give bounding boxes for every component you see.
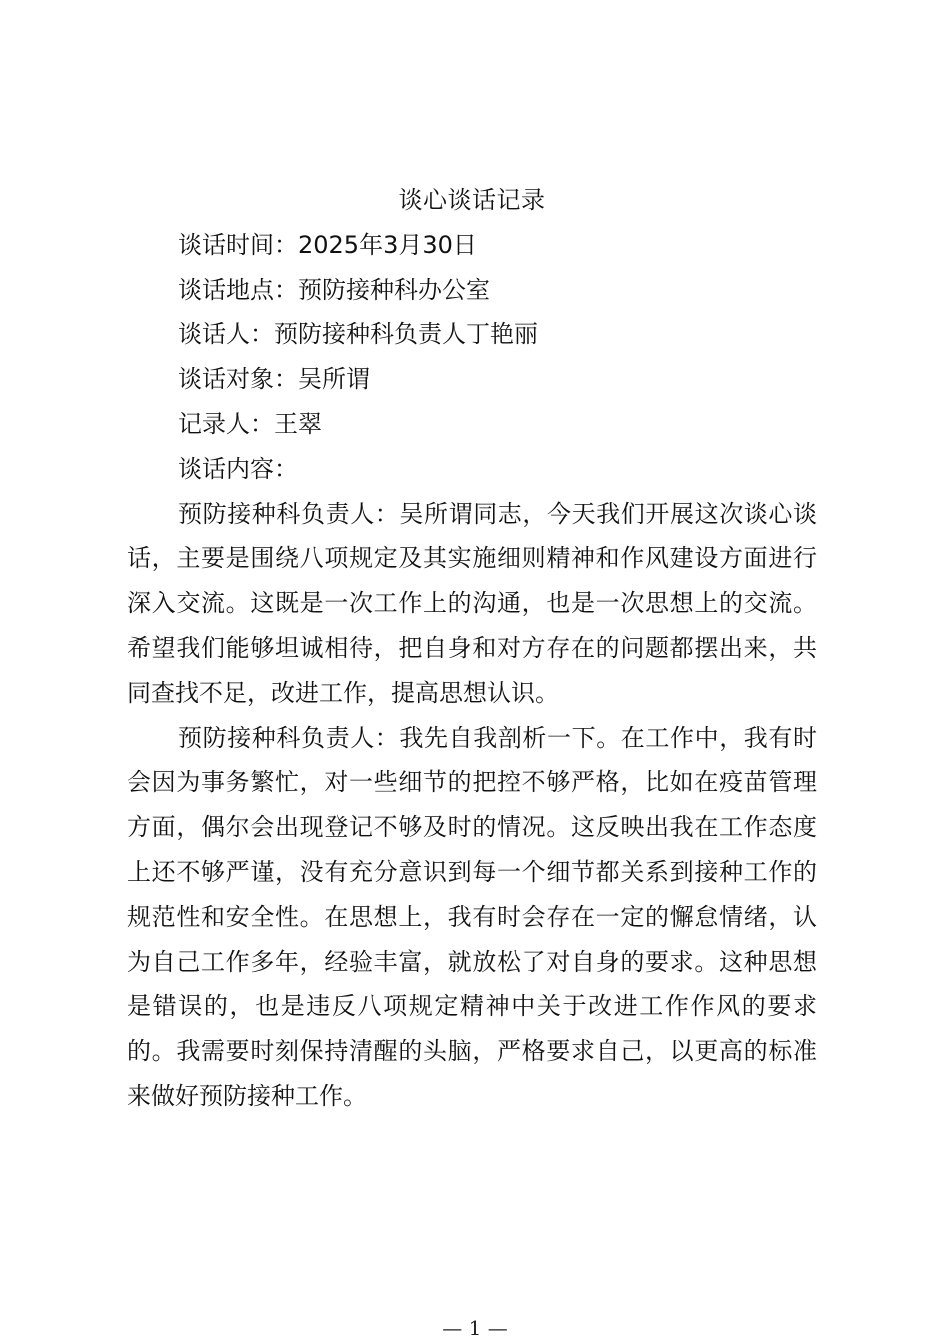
paragraph-opening: 预防接种科负责人：吴所谓同志，今天我们开展这次谈心谈话，主要是围绕八项规定及其实施细则精神和作风建设方面进行深入交流。这既是一次工作上的沟通，也是一次思想上的交流。希望我们能够坦诚相待，把自身和对方存在的问题都摆出来，共同查找不足，改进工作，提高思想认识。 [127,499,817,707]
meta-time: 谈话时间：2025年3月30日 [178,230,477,259]
meta-speaker: 谈话人：预防接种科负责人丁艳丽 [178,320,538,349]
paragraph-self-analysis: 预防接种科负责人：我先自我剖析一下。在工作中，我有时会因为事务繁忙，对一些细节的把控不够严格，比如在疫苗管理方面，偶尔会出现登记不够及时的情况。这反映出我在工作态度上还不够严谨，没有充分意识到每一个细节都关系到接种工作的规范性和安全性。在思想上，我有时会存在一定的懈怠情绪，认为自己工作多年，经验丰富，就放松了对自身的要求。这种思想是错误的，也是违反八项规定精神中关于改进工作作风的要求的。我需要时刻保持清醒的头脑，严格要求自己，以更高的标准来做好预防接种工作。 [127,723,817,1110]
meta-recorder: 记录人：王翠 [178,409,322,438]
meta-content-label: 谈话内容： [178,454,298,483]
meta-subject: 谈话对象：吴所谓 [178,365,370,394]
meta-location: 谈话地点：预防接种科办公室 [178,275,490,304]
document-title: 谈心谈话记录 [398,186,546,214]
document-page [127,178,817,1119]
page-number: — 1 — [442,1316,508,1340]
